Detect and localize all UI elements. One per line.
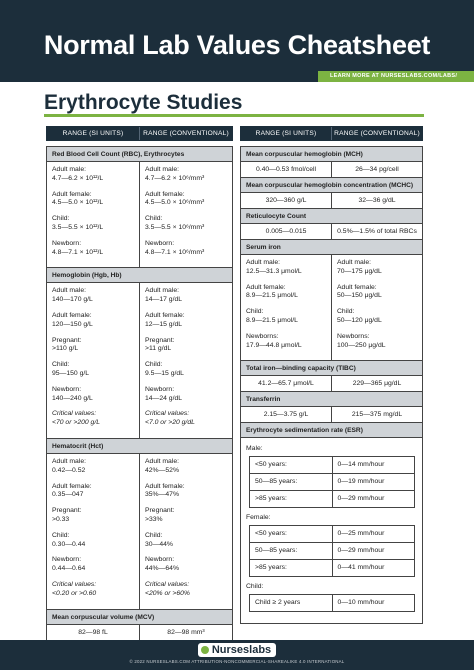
entry-label: Pregnant:	[145, 336, 175, 344]
section-body	[240, 161, 423, 177]
esr-table	[249, 456, 415, 508]
entry-label: Adult male:	[52, 166, 87, 173]
entry-label: Child:	[52, 215, 70, 223]
entry-label: Adult female:	[52, 190, 92, 198]
entry-label: Newborn:	[145, 385, 175, 393]
conventional-header: RANGE (CONVENTIONAL)	[139, 127, 232, 140]
conventional-column	[331, 255, 422, 360]
list-item	[145, 361, 227, 379]
section-header: Transferrin	[240, 391, 423, 406]
section-header: Total iron—binding capacity (TIBC)	[240, 360, 423, 375]
section-body	[240, 437, 423, 624]
conventional-column	[139, 162, 232, 267]
entry-label: Critical values:	[52, 580, 97, 588]
entry-label: Child:	[52, 361, 70, 369]
table-row	[250, 559, 414, 576]
list-item	[52, 337, 134, 355]
entry-value: 14—24 g/dL	[145, 394, 183, 402]
list-item	[52, 507, 134, 525]
section-underline	[44, 114, 424, 117]
entry-value: >0.33	[52, 515, 70, 523]
entry-value: 95—150 g/L	[52, 369, 90, 377]
entry-label: Adult female:	[145, 311, 185, 319]
entry-label: Child:	[145, 361, 163, 369]
value-row	[241, 162, 422, 177]
section-header: Mean corpuscular hemoglobin concentration (MCHC)	[240, 177, 423, 192]
table-header	[240, 126, 423, 141]
entry-value: 42%—52%	[145, 466, 180, 474]
entry-label: Adult female:	[337, 283, 377, 291]
entry-value: 4.7—6.2 × 10¹²/L	[52, 174, 104, 182]
entry-label: Pregnant:	[145, 507, 175, 515]
age-cell: Child ≥ 2 years	[255, 599, 301, 607]
esr-group-label: Child:	[246, 583, 264, 591]
entry-label: Critical values:	[52, 410, 97, 418]
entry-value: 4.5—5.0 × 10⁶/mm³	[145, 199, 205, 207]
rate-cell: 0—29 mm/hour	[332, 491, 415, 507]
esr-table	[249, 525, 415, 577]
table-row	[250, 595, 414, 611]
list-item	[246, 259, 326, 277]
rate-cell: 0—41 mm/hour	[332, 560, 415, 576]
section-body	[240, 406, 423, 422]
entry-label: Child:	[145, 531, 163, 539]
entry-value: 0.35—047	[52, 491, 84, 499]
conventional-header: RANGE (CONVENTIONAL)	[331, 127, 422, 140]
value-columns	[47, 283, 232, 438]
entry-label: Newborns:	[337, 332, 370, 340]
entry-value: >11 g/dL	[145, 345, 172, 353]
entry-value: 120—150 g/L	[52, 320, 93, 328]
list-item	[52, 215, 134, 233]
entry-label: Adult female:	[145, 190, 185, 198]
entry-label: Adult male:	[337, 259, 372, 266]
page-title: Normal Lab Values Cheatsheet	[43, 30, 431, 60]
entry-label: Newborns:	[246, 332, 279, 340]
esr-table	[249, 594, 415, 612]
esr-body	[241, 438, 422, 623]
left-table	[46, 126, 233, 641]
list-item	[145, 507, 227, 525]
value-row	[241, 224, 422, 239]
conventional-value: 82—98 mm³	[139, 625, 232, 640]
si-value: 0.005—0.015	[265, 228, 307, 235]
entry-value: 4.8—7.1 × 10¹²/L	[52, 248, 104, 256]
list-item	[145, 483, 227, 501]
list-item	[52, 191, 134, 209]
si-column	[47, 162, 139, 267]
entry-value: 140—240 g/L	[52, 394, 93, 402]
value-row	[241, 407, 422, 422]
entry-value: 8.9—21.5 μmol/L	[246, 316, 298, 324]
section-body	[240, 223, 423, 239]
conventional-value: 0.5%—1.5% of total RBCs	[331, 224, 422, 239]
section-header: Hematocrit (Hct)	[46, 438, 233, 453]
section-header: Mean corpuscular volume (MCV)	[46, 609, 233, 624]
si-value: 320—360 g/L	[265, 197, 307, 204]
entry-label: Adult female:	[145, 482, 185, 490]
entry-label: Newborn:	[52, 385, 82, 393]
entry-value: 35%—47%	[145, 491, 180, 499]
entry-label: Pregnant:	[52, 507, 82, 515]
entry-label: Adult male:	[52, 287, 87, 295]
entry-label: Adult male:	[145, 287, 180, 295]
entry-value: 8.9—21.5 μmol/L	[246, 292, 298, 300]
si-value: 0.40—0.53 fmol/cell	[255, 166, 317, 173]
value-row	[241, 193, 422, 208]
list-item	[52, 240, 134, 258]
table-row	[250, 490, 414, 507]
value-columns	[47, 162, 232, 267]
entry-label: Child:	[337, 308, 355, 316]
logo-text: Nurseslabs	[211, 644, 272, 656]
entry-label: Child:	[145, 215, 163, 223]
list-item	[52, 556, 134, 574]
value-columns	[241, 255, 422, 360]
entry-value: 140—170 g/L	[52, 296, 93, 304]
learn-more-link[interactable]: LEARN MORE AT NURSESLABS.COM/LABS/	[318, 71, 474, 82]
section-body	[240, 192, 423, 208]
conventional-value: 215—375 mg/dL	[331, 407, 422, 422]
list-item	[52, 483, 134, 501]
entry-value: 12—15 g/dL	[145, 320, 183, 328]
rate-cell: 0—14 mm/hour	[332, 457, 415, 473]
si-column	[47, 454, 139, 609]
nurseslabs-logo-icon	[201, 646, 209, 654]
list-item	[145, 386, 227, 404]
conventional-value: 26—34 pg/cell	[331, 162, 422, 177]
list-item	[52, 581, 134, 599]
entry-value: 3.5—5.5 × 10⁶/mm³	[145, 223, 205, 231]
entry-value: 4.5—5.0 × 10¹²/L	[52, 199, 104, 207]
esr-group-label: Male:	[246, 445, 263, 453]
entry-value: 14—17 g/dL	[145, 296, 183, 304]
right-table	[240, 126, 423, 624]
entry-value: 100—250 μg/dL	[337, 341, 386, 349]
list-item	[52, 458, 134, 476]
conventional-value: 229—365 μg/dL	[331, 376, 422, 391]
age-cell: <50 years:	[255, 530, 287, 538]
entry-value: 30—44%	[145, 540, 173, 548]
section-body	[240, 375, 423, 391]
entry-label: Newborn:	[145, 239, 175, 247]
entry-label: Pregnant:	[52, 336, 82, 344]
list-item	[337, 284, 417, 302]
list-item	[337, 333, 417, 351]
section-body	[240, 254, 423, 360]
value-row	[47, 625, 232, 640]
entry-value: 4.8—7.1 × 10⁶/mm³	[145, 248, 205, 256]
rate-cell: 0—25 mm/hour	[332, 526, 415, 542]
entry-value: 9.5—15 g/dL	[145, 369, 184, 377]
entry-value: <7.0 or >20 g/dL	[145, 419, 195, 427]
list-item	[337, 259, 417, 277]
list-item	[145, 337, 227, 355]
list-item	[145, 556, 227, 574]
esr-group-label: Female:	[246, 514, 271, 522]
entry-value: 50—150 μg/dL	[337, 292, 382, 300]
entry-value: 12.5—31.3 μmol/L	[246, 267, 302, 275]
list-item	[145, 215, 227, 233]
nurseslabs-logo	[0, 643, 474, 657]
entry-value: 0.44—0.64	[52, 565, 86, 573]
entry-value: <0.20 or >0.60	[52, 589, 97, 597]
value-row	[241, 376, 422, 391]
section-body	[46, 282, 233, 438]
conventional-value: 32—36 g/dL	[331, 193, 422, 208]
entry-value: 50—120 μg/dL	[337, 316, 382, 324]
list-item	[52, 287, 134, 305]
section-title: Erythrocyte Studies	[44, 91, 243, 114]
list-item	[246, 333, 326, 351]
section-body	[46, 453, 233, 609]
rate-cell: 0—10 mm/hour	[332, 595, 415, 611]
entry-label: Adult female:	[52, 311, 92, 319]
table-header	[46, 126, 233, 141]
section-header: Reticulocyte Count	[240, 208, 423, 223]
entry-value: 4.7—6.2 × 10⁶/mm³	[145, 174, 205, 182]
conventional-column	[139, 283, 232, 438]
si-value: 82—98 fL	[78, 628, 108, 636]
table-row	[250, 542, 414, 559]
section-header: Serum iron	[240, 239, 423, 254]
age-cell: >85 years:	[255, 564, 287, 572]
entry-label: Adult male:	[246, 259, 281, 266]
si-header: RANGE (SI UNITS)	[255, 130, 317, 137]
list-item	[337, 308, 417, 326]
table-row	[250, 526, 414, 542]
age-cell: 50—85 years:	[255, 478, 298, 486]
entry-value: <70 or >200 g/L	[52, 419, 100, 427]
table-row	[250, 473, 414, 490]
entry-value: 44%—64%	[145, 565, 180, 573]
list-item	[52, 386, 134, 404]
list-item	[246, 308, 326, 326]
list-item	[145, 458, 227, 476]
list-item	[52, 532, 134, 550]
entry-label: Newborn:	[145, 556, 175, 564]
entry-label: Child:	[52, 531, 70, 539]
entry-value: >110 g/L	[52, 345, 79, 353]
list-item	[52, 312, 134, 330]
age-cell: 50—85 years:	[255, 547, 298, 555]
entry-label: Newborn:	[52, 239, 82, 247]
entry-label: Adult male:	[145, 457, 180, 465]
section-header: Erythrocyte sedimentation rate (ESR)	[240, 422, 423, 437]
list-item	[246, 284, 326, 302]
list-item	[52, 361, 134, 379]
entry-label: Adult female:	[52, 482, 92, 490]
section-body	[46, 161, 233, 267]
age-cell: >85 years:	[255, 495, 287, 503]
list-item	[52, 410, 134, 428]
si-header: RANGE (SI UNITS)	[62, 130, 124, 137]
entry-label: Adult male:	[52, 457, 87, 465]
si-column	[241, 255, 331, 360]
entry-value: 3.5—5.5 × 10¹²/L	[52, 223, 104, 231]
section-header: Hemoglobin (Hgb, Hb)	[46, 267, 233, 282]
rate-cell: 0—19 mm/hour	[332, 474, 415, 490]
section-header: Mean corpuscular hemoglobin (MCH)	[240, 146, 423, 161]
entry-value: >33%	[145, 515, 163, 523]
entry-value: 0.30—0.44	[52, 540, 86, 548]
table-row	[250, 457, 414, 473]
entry-label: Adult male:	[145, 166, 180, 173]
entry-label: Newborn:	[52, 556, 82, 564]
entry-value: 17.9—44.8 μmol/L	[246, 341, 302, 349]
si-column	[47, 283, 139, 438]
list-item	[145, 240, 227, 258]
list-item	[145, 287, 227, 305]
copyright-text: © 2022 NURSESLABS.COM ATTRIBUTION-NONCOMMERCIAL-SHAREALIKE 4.0 INTERNATIONAL	[129, 659, 345, 664]
entry-label: Adult female:	[246, 283, 286, 291]
section-body	[46, 624, 233, 641]
list-item	[145, 312, 227, 330]
entry-value: 0.42—0.52	[52, 466, 86, 474]
list-item	[145, 191, 227, 209]
list-item	[145, 166, 227, 184]
section-header: Red Blood Cell Count (RBC), Erythrocytes	[46, 146, 233, 161]
si-value: 2.15—3.75 g/L	[263, 411, 309, 419]
conventional-column	[139, 454, 232, 609]
entry-label: Critical values:	[145, 410, 190, 418]
age-cell: <50 years:	[255, 461, 287, 469]
list-item	[145, 532, 227, 550]
entry-label: Critical values:	[145, 580, 190, 588]
list-item	[145, 410, 227, 428]
entry-value: 70—175 μg/dL	[337, 267, 382, 275]
list-item	[52, 166, 134, 184]
rate-cell: 0—29 mm/hour	[332, 543, 415, 559]
si-value: 41.2—65.7 μmol/L	[258, 380, 314, 388]
entry-label: Child:	[246, 308, 264, 316]
value-columns	[47, 454, 232, 609]
entry-value: <20% or >60%	[145, 589, 190, 597]
list-item	[145, 581, 227, 599]
